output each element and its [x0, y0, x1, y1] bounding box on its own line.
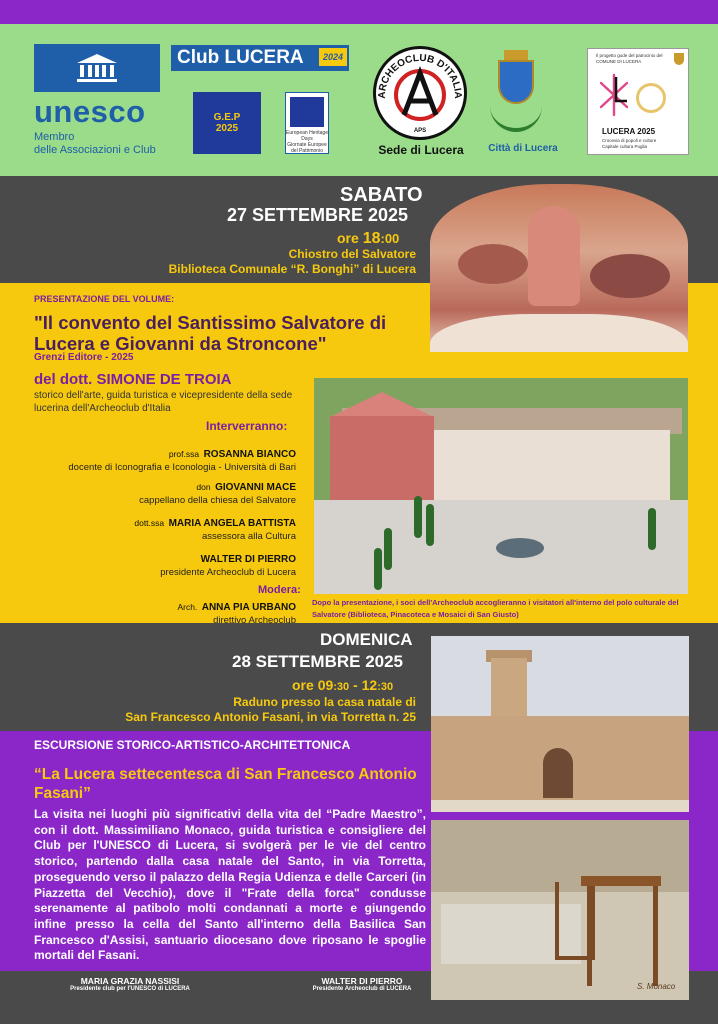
sede-label: Sede di Lucera: [378, 143, 464, 157]
speaker-title: don: [196, 482, 211, 492]
fresco-image: [430, 184, 688, 352]
sunday-day: DOMENICA: [320, 630, 413, 649]
sun-emblem-icon: [636, 83, 666, 113]
speaker: [26, 444, 296, 473]
speaker-title: dott.ssa: [134, 518, 165, 528]
saturday-minutes: :00: [380, 231, 400, 246]
saturday-hour: 18: [362, 230, 381, 247]
speaker-title: prof.ssa: [168, 449, 200, 459]
moderator-name: ANNA PIA URBANO: [201, 602, 296, 613]
starburst-icon: [600, 71, 628, 119]
ore-label: ore: [337, 230, 359, 246]
painting-signature: S. Monaco: [637, 982, 676, 991]
european-heritage-days-logo: [285, 92, 329, 154]
signature: [272, 976, 452, 992]
sunday-time: [292, 677, 393, 693]
bell-tower-painting: [431, 636, 689, 812]
club-lucera-name: Club LUCERA: [177, 47, 304, 68]
speaker-role: cappellano della chiesa del Salvatore: [139, 495, 296, 506]
citta-label: Città di Lucera: [488, 143, 558, 154]
speaker-name: WALTER DI PIERRO: [200, 554, 296, 565]
presentation-label: PRESENTAZIONE DEL VOLUME:: [34, 294, 175, 304]
club-lucera-logo: [171, 45, 349, 71]
lucera-2025-logo: [587, 48, 689, 155]
book-publisher: Grenzi Editore - 2025: [34, 352, 134, 363]
author-description: storico dell'arte, guida turistica e vicepresidente della sede lucerina dell'Archeoclub d'Italia: [34, 390, 293, 414]
sunday-hour-end: 12: [361, 677, 378, 693]
eu-flag-icon: [290, 97, 324, 127]
saturday-venue: Chiostro del Salvatore: [288, 247, 416, 261]
gep-logo: G.E.P 2025: [193, 92, 261, 154]
lucera-2025-subtitle: Crocevia di popoli e culture Capitale cultura Puglia: [602, 138, 657, 149]
speaker-name: MARIA ANGELA BATTISTA: [168, 518, 296, 529]
speaker-role: presidente Archeoclub di Lucera: [160, 567, 296, 578]
archeoclub-ring-text: [373, 46, 467, 140]
ore-label: ore: [292, 677, 314, 693]
ehd-text: European Heritage Days Giornate Europee del Patrimonio: [286, 130, 328, 154]
convent-aerial-photo: [314, 378, 688, 594]
speakers-label: Interverranno:: [206, 419, 288, 433]
archeoclub-name: ARCHEOCLUB D'ITALIA: [376, 52, 464, 99]
lucera-2025-patronage: Il progetto gode del patrocinio del COMUNE DI LUCERA: [596, 53, 663, 64]
presentation-note: Dopo la presentazione, i soci dell'Archeoclub accoglieranno i visitatori all'interno del polo culturale del Salvatore (Biblioteca, Pinacoteca e Mosaici di San Giusto): [312, 598, 679, 619]
excursion-title: “La Lucera settecentesca di San Francesco Antonio Fasani”: [34, 766, 417, 802]
signature-name: MARIA GRAZIA NASSISI: [80, 976, 180, 986]
moderator-role: direttivo Archeoclub: [213, 615, 296, 626]
author-prefix: del dott.: [34, 371, 93, 388]
unesco-temple-icon: [34, 44, 160, 92]
speaker-name: ROSANNA BIANCO: [203, 449, 296, 460]
moderator: [26, 597, 296, 626]
speaker: [26, 549, 296, 578]
speaker: [26, 477, 296, 506]
saint-cell-painting: [431, 820, 689, 1000]
speaker-role: docente di Iconografia e Iconologia - Università di Bari: [68, 462, 296, 473]
author-line: [34, 371, 232, 388]
svg-text:ARCHEOCLUB D'ITALIA: [377, 53, 463, 99]
saturday-day: SABATO: [340, 184, 423, 206]
book-title: "Il convento del Santissimo Salvatore di Lucera e Giovanni da Stroncone": [34, 312, 387, 354]
signature-name: WALTER DI PIERRO: [321, 976, 403, 986]
saturday-date: 27 SETTEMBRE 2025: [227, 205, 409, 225]
lucera-2025-title: LUCERA 2025: [602, 127, 656, 136]
saturday-library: Biblioteca Comunale “R. Bonghi” di Lucera: [168, 262, 416, 276]
signature: [40, 976, 220, 992]
speaker-name: GIOVANNI MACE: [215, 482, 296, 493]
excursion-label: ESCURSIONE STORICO-ARTISTICO-ARCHITETTONICA: [34, 738, 351, 752]
club-lucera-tag: 2024: [319, 48, 347, 66]
author-name: SIMONE DE TROIA: [96, 371, 232, 388]
moderator-title: Arch.: [177, 602, 198, 612]
archeoclub-aps: APS: [413, 128, 427, 134]
speaker: [26, 513, 296, 542]
comune-emblem-icon: [674, 53, 684, 65]
sunday-meeting: Raduno presso la casa natale di: [233, 695, 416, 709]
sunday-address: San Francesco Antonio Fasani, in via Torretta n. 25: [125, 710, 416, 724]
time-dash: -: [349, 677, 362, 693]
sunday-date: 28 SETTEMBRE 2025: [232, 652, 404, 671]
excursion-description: La visita nei luoghi più significativi della vita del “Padre Maestro”, con il dott. Massimiliano Monaco, guida turistica e consigliere del Club per l'UNESCO di Lucera, si svolgerà per le vie del centro storico, partendo dalla casa natale del Santo, in via Torretta, proseguendo verso il palazzo della Regia Udienza e delle Carceri (in Piazzetta del Vecchio), dove il "Frate della forca" condusse serenamente al patibolo molti condannati a morte e giungendo infine presso la cella del Santo all'interno della Basilica San Francesco d'Assisi, santuario diocesano dove riposano le spoglie mortali del Fasani.: [34, 807, 426, 963]
unesco-logo-word: unesco: [34, 94, 146, 129]
signature-role: Presidente club per l'UNESCO di LUCERA: [70, 986, 190, 992]
signature-role: Presidente Archeoclub di LUCERA: [312, 986, 412, 992]
sunday-min-start: :30: [333, 681, 350, 693]
sunday-min-end: :30: [377, 681, 394, 693]
speaker-role: assessora alla Cultura: [202, 531, 296, 542]
top-strip: [0, 0, 718, 24]
moderator-label: Modera:: [258, 584, 301, 596]
saturday-time: [337, 230, 399, 248]
sunday-hour-start: 09: [317, 677, 334, 693]
unesco-membership: Membro delle Associazioni e Club: [34, 131, 156, 156]
